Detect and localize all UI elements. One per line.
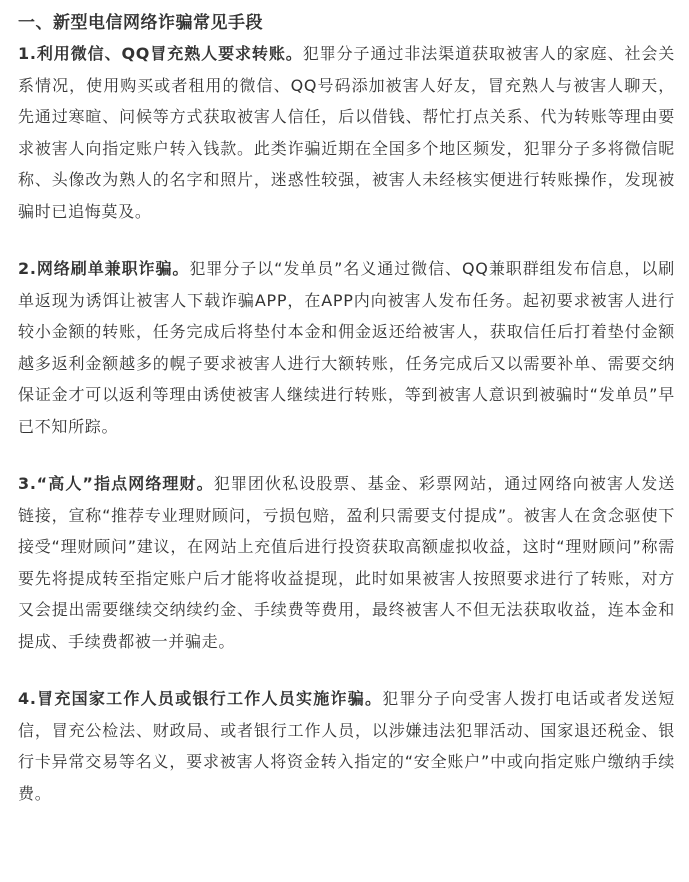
fraud-item-4-body: 犯罪分子向受害人拨打电话或者发送短信，冒充公检法、财政局、或者银行工作人员，以涉嫌违法犯罪活动、国家退还税金、银行卡异常交易等名义，要求被害人将资金转入指定的“安全账户”中或向指定账户缴纳手续费。 [18, 689, 675, 803]
paragraph-gap [18, 442, 675, 468]
fraud-item-3-body: 犯罪团伙私设股票、基金、彩票网站，通过网络向被害人发送链接，宣称“推荐专业理财顾问，亏损包赔，盈利只需要支付提成”。被害人在贪念驱使下接受“理财顾问”建议，在网站上充值后进行投资获取高额虚拟收益，这时“理财顾问”称需要先将提成转至指定账户后才能将收益提现，此时如果被害人按照要求进行了转账，对方又会提出需要继续交纳续约金、手续费等费用，最终被害人不但无法获取收益，连本金和提成、手续费都被一并骗走。 [18, 474, 676, 651]
fraud-item-3-title: 3.“高人”指点网络理财。 [18, 474, 214, 493]
fraud-item-4-title: 4.冒充国家工作人员或银行工作人员实施诈骗。 [18, 689, 383, 708]
fraud-item-1-title: 1.利用微信、QQ冒充熟人要求转账。 [18, 44, 303, 63]
paragraph-gap [18, 657, 675, 683]
fraud-item-2-body: 犯罪分子以“发单员”名义通过微信、QQ兼职群组发布信息，以刷单返现为诱饵让被害人下载诈骗APP，在APP内向被害人发布任务。起初要求被害人进行较小金额的转账，任务完成后将垫付本金和佣金返还给被害人，获取信任后打着垫付金额越多返利金额越多的幌子要求被害人进行大额转账，任务完成后又以需要补单、需要交纳保证金才可以返利等理由诱使被害人继续进行转账，等到被害人意识到被骗时“发单员”早已不知所踪。 [18, 259, 675, 436]
fraud-item-3 [18, 468, 675, 657]
paragraph-gap [18, 227, 675, 253]
section-title: 一、新型电信网络诈骗常见手段 [18, 13, 263, 33]
fraud-item-4 [18, 683, 675, 809]
fraud-item-2 [18, 253, 675, 442]
fraud-item-1-body: 犯罪分子通过非法渠道获取被害人的家庭、社会关系情况，使用购买或者租用的微信、QQ号码添加被害人好友，冒充熟人与被害人聊天，先通过寒暄、问候等方式获取被害人信任，后以借钱、帮忙打点关系、代为转账等理由要求被害人向指定账户转入钱款。此类诈骗近期在全国多个地区频发，犯罪分子多将微信昵称、头像改为熟人的名字和照片，迷惑性较强，被害人未经核实便进行转账操作，发现被骗时已追悔莫及。 [18, 44, 676, 221]
fraud-item-1 [18, 38, 675, 227]
fraud-item-2-title: 2.网络刷单兼职诈骗。 [18, 259, 190, 278]
